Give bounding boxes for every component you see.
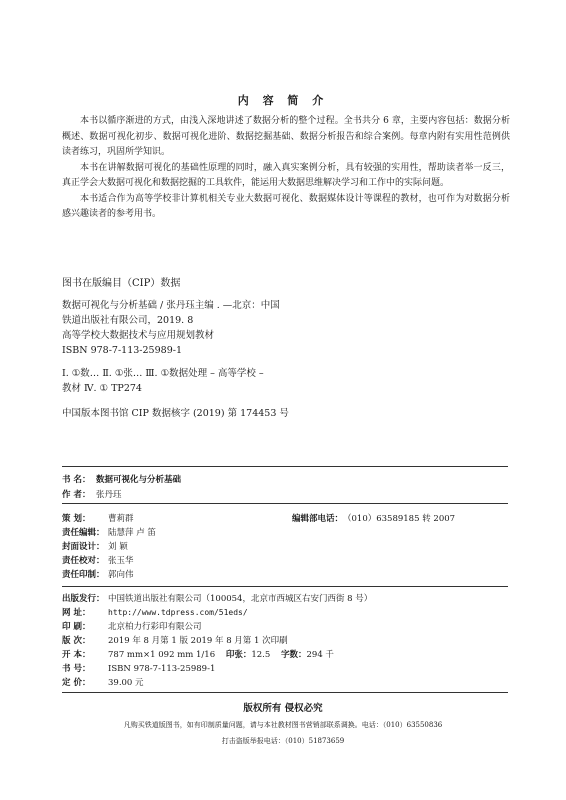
cip-title: 图书在版编目（CIP）数据: [62, 278, 181, 289]
website-value: http://www.tdpress.com/51eds/: [108, 608, 248, 617]
intro-text: [62, 114, 510, 223]
cover-design-value: 刘 颖: [108, 542, 128, 552]
format-value: 787 mm×1 092 mm 1/16: [108, 650, 216, 660]
intro-paragraph: 本书适合作为高等学校非计算机相关专业大数据可视化、数据媒体设计等课程的教材，也可作为对数据分析感兴趣读者的参考用书。: [62, 193, 510, 219]
copyright-notice-title: 版权所有 侵权必究: [243, 703, 323, 714]
intro-paragraph: 本书在讲解数据可视化的基础性原理的同时，融入真实案例分析，具有较强的实用性，帮助读者举一反三，真正学会大数据可视化和数据挖掘的工具软件，能运用大数据思维解决学习和工作中的实际问题。: [62, 162, 510, 188]
edition-row: [62, 634, 288, 646]
website-row: [62, 606, 248, 618]
phone-value: （010）63589185 转 2007: [343, 514, 456, 524]
price-value: 39.00 元: [108, 678, 144, 688]
book-title-row: [62, 473, 181, 485]
divider: [62, 586, 508, 587]
publisher-label: 出版发行：: [62, 594, 105, 604]
planning-row: [62, 512, 134, 524]
phone-row: [292, 512, 455, 524]
publisher-row: [62, 592, 372, 604]
planning-value: 曹莉群: [108, 514, 134, 524]
cover-design-label: 封面设计：: [62, 542, 105, 552]
edition-value: 2019 年 8 月第 1 版 2019 年 8 月第 1 次印刷: [108, 636, 288, 646]
publisher-value: 中国铁道出版社有限公司（100054，北京市西城区右安门西街 8 号）: [108, 594, 373, 604]
piracy-hotline: 打击盗版举报电话：（010）51873659: [221, 737, 345, 745]
divider: [62, 466, 508, 467]
divider: [62, 692, 508, 693]
printer-row: [62, 620, 202, 632]
price-row: [62, 676, 144, 688]
format-row: [62, 648, 334, 660]
isbn-label: 书 号：: [62, 664, 91, 674]
printer-label: 印 刷：: [62, 622, 91, 632]
edition-label: 版 次：: [62, 636, 91, 646]
word-count-value: 294 千: [306, 650, 334, 660]
cip-line: 铁道出版社有限公司，2019. 8: [62, 315, 194, 326]
cip-line: 高等学校大数据技术与应用规划教材: [62, 330, 215, 341]
word-count-label: 字数：: [280, 650, 307, 660]
printer-value: 北京柏力行彩印有限公司: [108, 622, 202, 632]
divider: [62, 503, 508, 504]
format-label: 开 本：: [62, 650, 91, 660]
proofreader-label: 责任校对：: [62, 556, 105, 566]
intro-paragraph: 本书以循序渐进的方式，由浅入深地讲述了数据分析的整个过程。全书共分 6 章，主要内容包括：数据分析概述、数据可视化初步、数据可视化进阶、数据挖掘基础、数据分析报告和综合案例。每章内附有实用性范例供读者练习，巩固所学知识。: [62, 116, 510, 157]
intro-title: 内 容 简 介: [237, 94, 329, 107]
editor-row: [62, 526, 156, 538]
isbn-value: ISBN 978-7-113-25989-1: [108, 664, 216, 674]
price-label: 定 价：: [62, 678, 91, 688]
cip-line: ISBN 978-7-113-25989-1: [62, 345, 182, 356]
cip-line: 数据可视化与分析基础 / 张丹珏主编 . —北京：中国: [62, 300, 280, 311]
cip-record-number: 中国版本图书馆 CIP 数据核字 (2019) 第 174453 号: [62, 408, 289, 419]
phone-label: 编辑部电话：: [292, 514, 344, 524]
author-row: [62, 488, 122, 500]
proofreader-row: [62, 554, 134, 566]
sheets-value: 12.5: [251, 650, 271, 660]
cip-line: Ⅰ. ①数… Ⅱ. ①张… Ⅲ. ①数据处理 – 高等学校 –: [62, 368, 264, 379]
cip-line: 教材 Ⅳ. ① TP274: [62, 383, 142, 394]
author-label: 作 者：: [62, 490, 91, 500]
print-manager-label: 责任印制：: [62, 570, 105, 580]
author-value: 张丹珏: [96, 490, 122, 500]
isbn-row: [62, 662, 215, 674]
website-label: 网 址：: [62, 608, 91, 618]
book-title-value: 数据可视化与分析基础: [96, 475, 182, 485]
book-title-label: 书 名：: [62, 475, 91, 485]
planning-label: 策 划：: [62, 514, 91, 524]
print-manager-value: 郭向伟: [108, 570, 134, 580]
replacement-notice: 凡购买铁道版图书，如有印制质量问题，请与本社教材图书营销部联系调换。电话：（010）63550836: [123, 721, 443, 729]
cover-design-row: [62, 540, 128, 552]
cip-data: [62, 298, 482, 396]
proofreader-value: 张玉华: [108, 556, 134, 566]
editor-value: 陆慧萍 卢 笛: [108, 528, 156, 538]
cip-line: [62, 358, 482, 366]
print-manager-row: [62, 568, 134, 580]
sheets-label: 印张：: [225, 650, 252, 660]
editor-label: 责任编辑：: [62, 528, 105, 538]
